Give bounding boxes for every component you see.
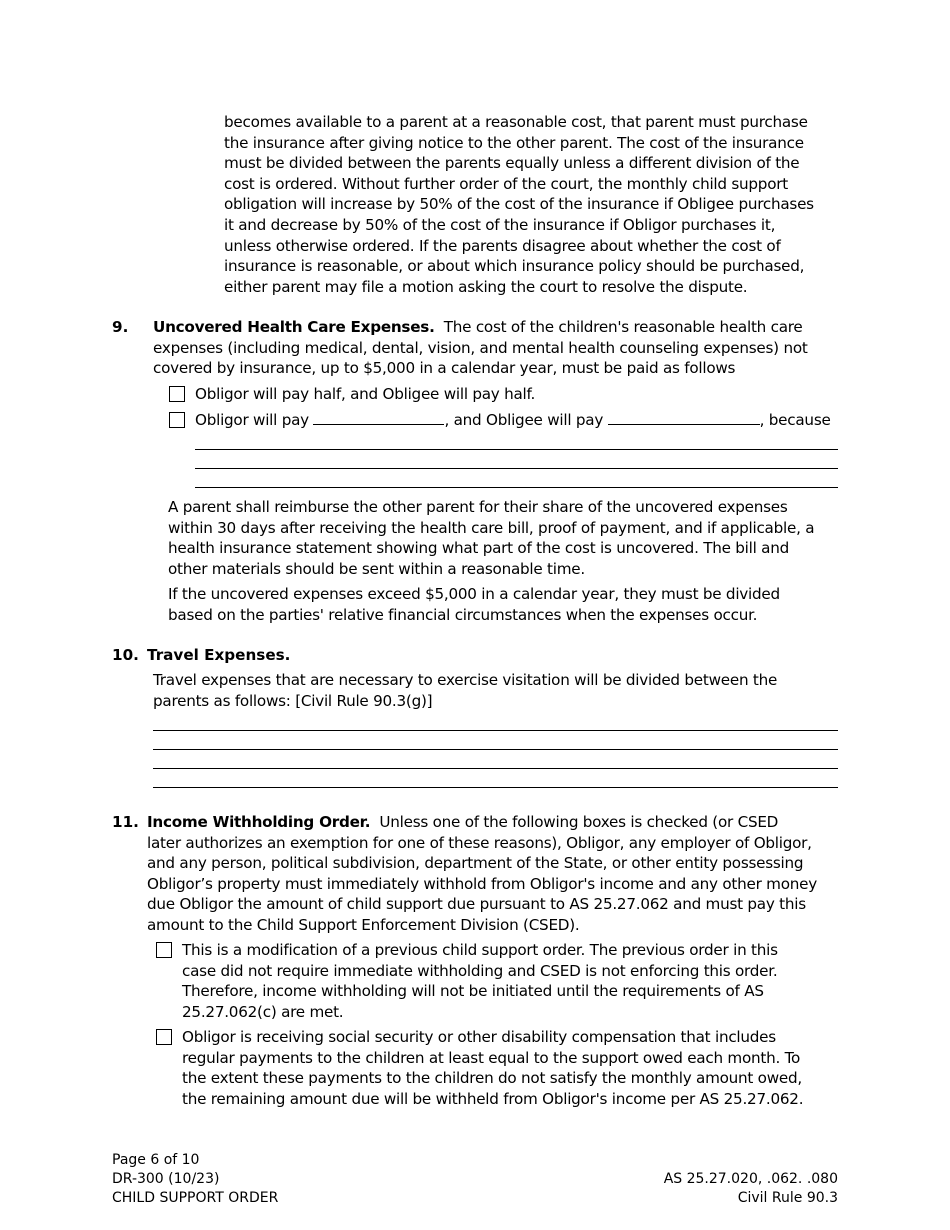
section-9-number: 9. (112, 318, 129, 336)
text-line: must be divided between the parents equally unless a different division of the (224, 154, 800, 173)
text-line: insurance is reasonable, or about which insurance policy should be purchased, (224, 257, 805, 276)
text-line: The cost of the children's reasonable health care (434, 318, 803, 336)
reimburse-paragraph (168, 497, 814, 579)
text-line: covered by insurance, up to $5,000 in a calendar year, must be paid as follows (153, 359, 736, 378)
text-line: This is a modification of a previous child support order. The previous order in this (182, 941, 778, 959)
option-half-checkbox[interactable] (169, 386, 185, 402)
because-line-3[interactable] (195, 487, 838, 488)
section-11-heading: Income Withholding Order. (147, 813, 371, 831)
travel-line-2[interactable] (153, 749, 838, 750)
text-line: it and decrease by 50% of the cost of the insurance if Obligor purchases it, (224, 215, 776, 234)
obligee-share-field[interactable] (608, 410, 760, 425)
travel-line-3[interactable] (153, 768, 838, 769)
text-line: based on the parties' relative financial circumstances when the expenses occur. (168, 605, 758, 624)
text-line: amount to the Child Support Enforcement Division (CSED). (147, 915, 580, 934)
text-line: unless otherwise ordered. If the parents disagree about whether the cost of (224, 236, 781, 255)
text-line: Unless one of the following boxes is checked (or CSED (370, 813, 779, 831)
section-11-text (147, 812, 817, 936)
text-line: obligation will increase by 50% of the cost of the insurance if Obligee purchases (224, 195, 814, 214)
text-line: Obligor is receiving social security or other disability compensation that includes (182, 1028, 776, 1046)
because-line-2[interactable] (195, 468, 838, 469)
text-line: other materials should be sent within a reasonable time. (168, 559, 585, 578)
text-line: the insurance after giving notice to the other parent. The cost of the insurance (224, 133, 804, 152)
section-9-heading: Uncovered Health Care Expenses. (153, 318, 435, 336)
text-line: becomes available to a parent at a reasonable cost, that parent must purchase (224, 113, 808, 131)
section-11-number: 11. (112, 813, 139, 831)
text-line: If the uncovered expenses exceed $5,000 in a calendar year, they must be divided (168, 585, 780, 603)
travel-line-4[interactable] (153, 787, 838, 788)
rule-reference: Civil Rule 90.3 (737, 1190, 838, 1206)
text-fragment: Obligor will pay (195, 411, 314, 429)
text-line: due Obligor the amount of child support due pursuant to AS 25.27.062 and must pay this (147, 895, 806, 914)
text-line: Travel expenses that are necessary to exercise visitation will be divided between the (153, 671, 778, 689)
statute-reference: AS 25.27.020, .062. .080 (663, 1171, 838, 1187)
insurance-paragraph (224, 112, 814, 297)
disability-checkbox[interactable] (156, 1029, 172, 1045)
option-half-label: Obligor will pay half, and Obligee will pay half. (195, 385, 536, 403)
text-line: later authorizes an exemption for one of these reasons), Obligor, any employer of Obligor, (147, 833, 812, 852)
travel-line-1[interactable] (153, 730, 838, 731)
text-line: case did not require immediate withholding and CSED is not enforcing this order. (182, 961, 778, 980)
text-line: Therefore, income withholding will not be initiated until the requirements of AS (182, 982, 764, 1001)
text-line: and any person, political subdivision, department of the State, or other entity possessing (147, 854, 804, 873)
modification-option-text (182, 940, 778, 1022)
text-line: the remaining amount due will be withheld from Obligor's income per AS 25.27.062. (182, 1089, 804, 1108)
section-9-text (153, 317, 808, 379)
footer-right (664, 1170, 838, 1208)
text-line: within 30 days after receiving the health care bill, proof of payment, and if applicable, a (168, 518, 815, 537)
option-custom-row (195, 410, 831, 431)
text-line: 25.27.062(c) are met. (182, 1002, 344, 1021)
text-line: the extent these payments to the children do not satisfy the monthly amount owed, (182, 1069, 802, 1088)
section-10-number: 10. (112, 646, 139, 664)
form-number: DR-300 (10/23) (112, 1171, 220, 1187)
text-line: cost is ordered. Without further order of the court, the monthly child support (224, 174, 788, 193)
text-line: either parent may file a motion asking the court to resolve the dispute. (224, 277, 748, 296)
text-line: parents as follows: [Civil Rule 90.3(g)] (153, 691, 433, 710)
section-10-heading: Travel Expenses. (147, 646, 291, 664)
text-line: A parent shall reimburse the other parent for their share of the uncovered expenses (168, 498, 788, 516)
text-line: expenses (including medical, dental, vision, and mental health counseling expenses) not (153, 338, 808, 357)
modification-checkbox[interactable] (156, 942, 172, 958)
option-custom-checkbox[interactable] (169, 412, 185, 428)
text-line: Obligor’s property must immediately withhold from Obligor's income and any other money (147, 874, 817, 893)
section-10-text (153, 670, 777, 711)
form-title: CHILD SUPPORT ORDER (112, 1190, 279, 1206)
text-line: regular payments to the children at least equal to the support owed each month. To (182, 1048, 801, 1067)
obligor-share-field[interactable] (313, 410, 444, 425)
footer-left (112, 1151, 278, 1208)
text-line: health insurance statement showing what part of the cost is uncovered. The bill and (168, 539, 789, 558)
exceed-paragraph (168, 584, 780, 625)
disability-option-text (182, 1027, 803, 1109)
text-fragment: , and Obligee will pay (444, 411, 608, 429)
text-fragment: , because (759, 411, 831, 429)
because-line-1[interactable] (195, 449, 838, 450)
page-number: Page 6 of 10 (112, 1152, 200, 1168)
